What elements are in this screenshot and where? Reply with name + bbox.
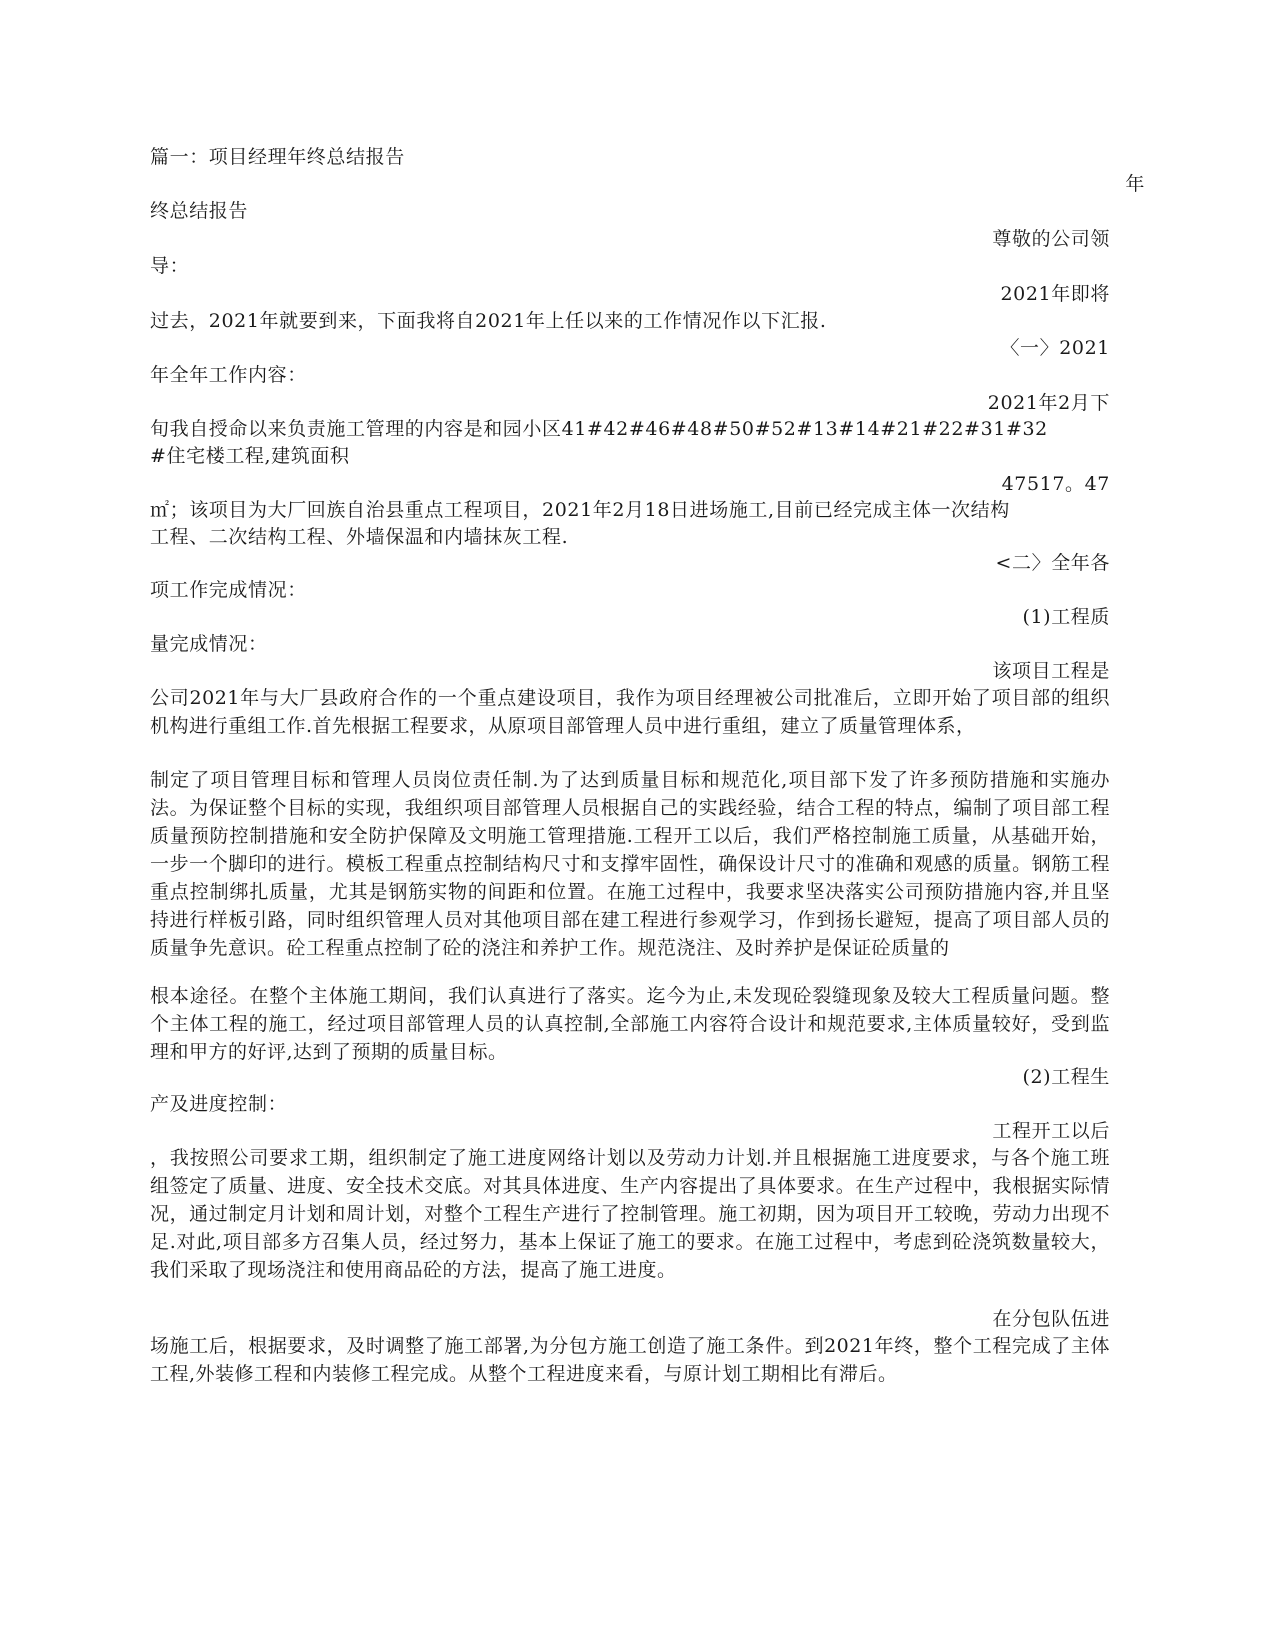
title-continuation: 终总结报告: [150, 200, 249, 222]
section-one-heading-start: 〈一〉2021: [1000, 337, 1110, 359]
progress-heading-end: 产及进度控制：: [150, 1093, 288, 1115]
section-one-heading-end: 年全年工作内容：: [150, 364, 307, 386]
subcontract-para-start: 在分包队伍进: [992, 1308, 1110, 1330]
section-one-para-line: 旬我自授命以来负责施工管理的内容是和园小区41#42#46#48#50#52#13#14#21#22#31#32: [150, 418, 1048, 440]
progress-paragraph-1: ，我按照公司要求工期，组织制定了施工进度网络计划以及劳动力计划.并且根据施工进度要求，与各个施工班组签定了质量、进度、安全技术交底。对其具体进度、生产内容提出了具体要求。在生产过程中，我根据实际情况，通过制定月计划和周计划，对整个工程生产进行了控制管理。施工初期，因为项目开工较晚，劳动力出现不足.对此,项目部多方召集人员，经过努力，基本上保证了施工的要求。在施工过程中，考虑到砼浇筑数量较大，我们采取了现场浇注和使用商品砼的方法，提高了施工进度。: [150, 1147, 1110, 1281]
quality-para-start: 该项目工程是: [992, 660, 1110, 682]
greeting-line-end: 导：: [150, 255, 190, 277]
quality-heading-start: (1)工程质: [1022, 606, 1110, 628]
intro-line-end: 过去，2021年就要到来，下面我将自2021年上任以来的工作情况作以下汇报.: [150, 310, 827, 332]
progress-para-start: 工程开工以后: [992, 1120, 1110, 1142]
title-fragment-year: 年: [1125, 173, 1145, 195]
intro-line-start: 2021年即将: [1000, 283, 1110, 305]
subcontract-paragraph: 场施工后，根据要求，及时调整了施工部署,为分包方施工创造了施工条件。到2021年终，整个工程完成了主体工程,外装修工程和内装修工程完成。从整个工程进度来看，与原计划工期相比有滞后。: [150, 1335, 1110, 1385]
quality-paragraph-3: 根本途径。在整个主体施工期间，我们认真进行了落实。迄今为止,未发现砼裂缝现象及较大工程质量问题。整个主体工程的施工，经过项目部管理人员的认真控制,全部施工内容符合设计和规范要求,主体质量较好，受到监理和甲方的好评,达到了预期的质量目标。: [150, 985, 1110, 1063]
section-one-para-line: 工程、二次结构工程、外墙保温和内墙抹灰工程.: [150, 526, 569, 548]
quality-paragraph-2: 制定了项目管理目标和管理人员岗位责任制.为了达到质量目标和规范化,项目部下发了许多预防措施和实施办法。为保证整个目标的实现，我组织项目部管理人员根据自己的实践经验，结合工程的特点，编制了项目部工程质量预防控制措施和安全防护保障及文明施工管理措施.工程开工以后，我们严格控制施工质量，从基础开始，一步一个脚印的进行。模板工程重点控制结构尺寸和支撑牢固性，确保设计尺寸的准确和观感的质量。钢筋工程重点控制绑扎质量，尤其是钢筋实物的间距和位置。在施工过程中，我要求坚决落实公司预防措施内容,并且坚持进行样板引路，同时组织管理人员对其他项目部在建工程进行参观学习，作到扬长避短，提高了项目部人员的质量争先意识。砼工程重点控制了砼的浇注和养护工作。规范浇注、及时养护是保证砼质量的: [150, 769, 1110, 959]
section-one-para-line: ㎡；该项目为大厂回族自治县重点工程项目，2021年2月18日进场施工,目前已经完成主体一次结构: [150, 499, 1010, 521]
section-one-area-value: 47517。47: [1001, 473, 1110, 495]
greeting-line-start: 尊敬的公司领: [992, 228, 1110, 250]
quality-paragraph-1: 公司2021年与大厂县政府合作的一个重点建设项目，我作为项目经理被公司批准后，立即开始了项目部的组织机构进行重组工作.首先根据工程要求，从原项目部管理人员中进行重组，建立了质量管理体系，: [150, 687, 1110, 737]
section-one-para-line: #住宅楼工程,建筑面积: [150, 445, 350, 467]
section-two-heading-end: 项工作完成情况：: [150, 579, 307, 601]
section-two-heading-start: <二〉全年各: [995, 552, 1110, 574]
quality-heading-end: 量完成情况：: [150, 633, 268, 655]
document-title: 篇一：项目经理年终总结报告: [150, 146, 405, 168]
section-one-para-start: 2021年2月下: [987, 392, 1110, 414]
progress-heading-start: (2)工程生: [1022, 1066, 1110, 1088]
